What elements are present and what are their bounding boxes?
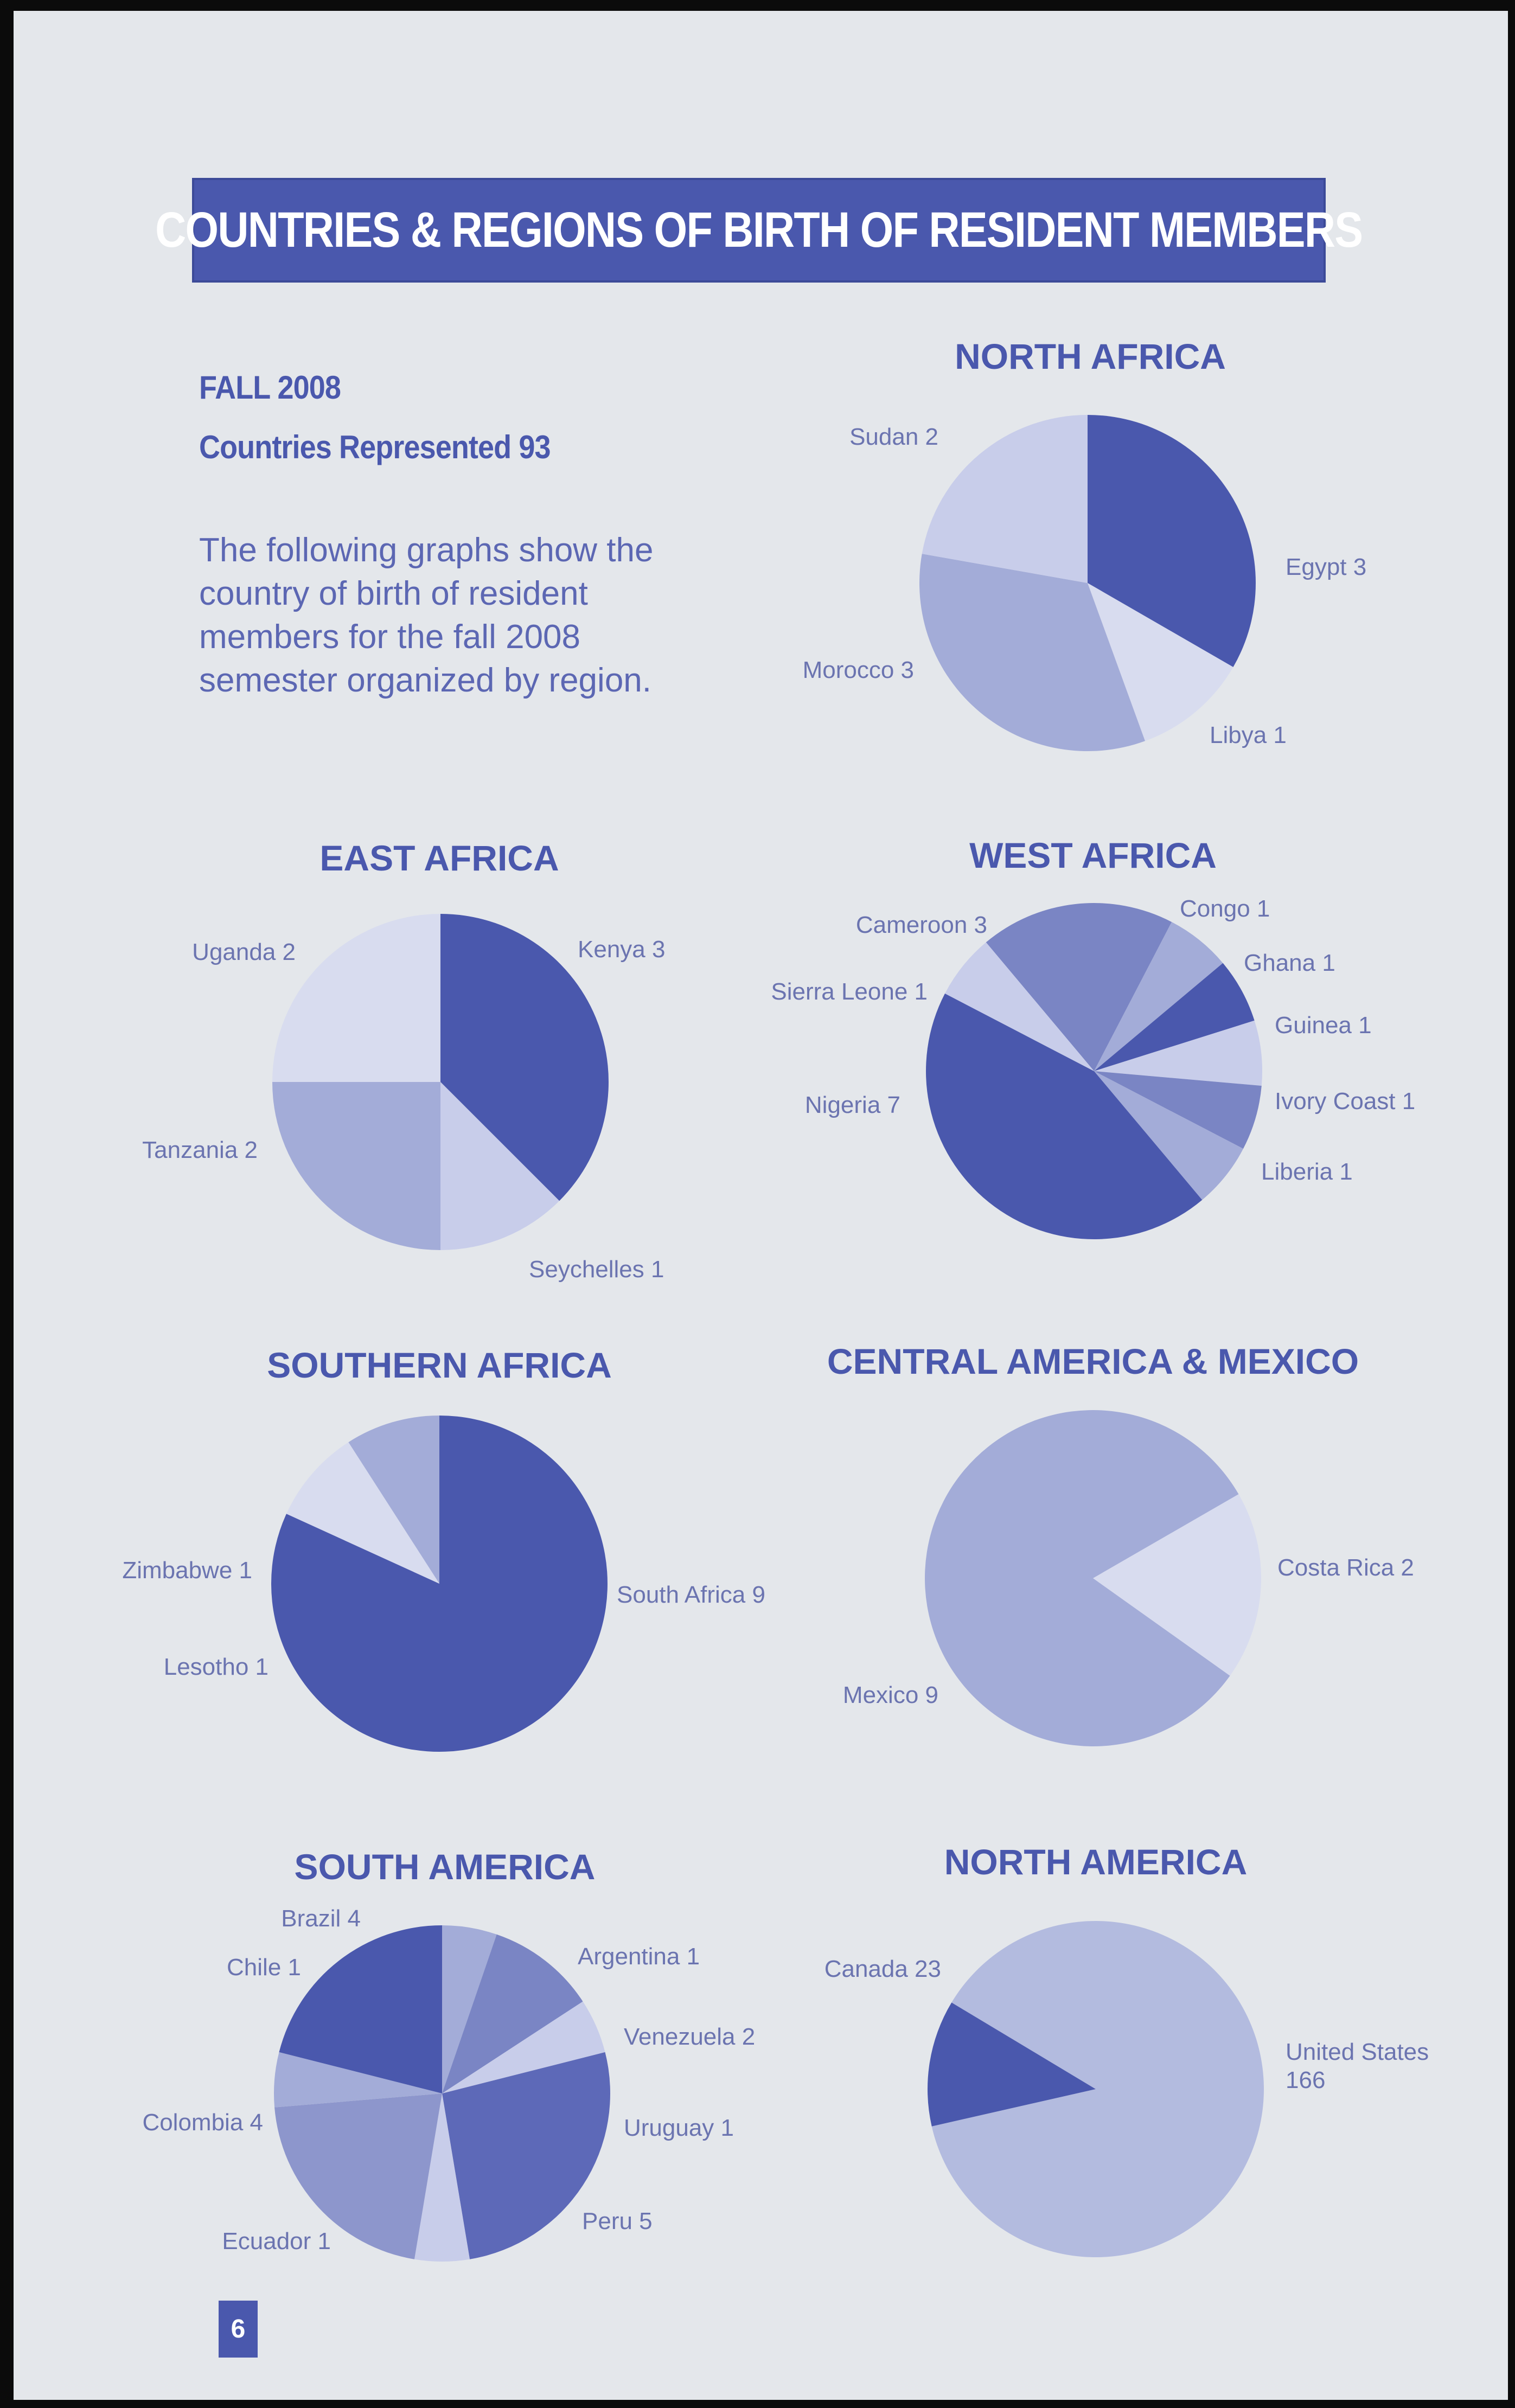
intro-line: The following graphs show the <box>199 531 654 569</box>
intro-line: semester organized by region. <box>199 662 652 699</box>
slice-label-tanzania: Tanzania 2 <box>142 1137 258 1163</box>
slice-label-nigeria: Nigeria 7 <box>804 1092 900 1118</box>
slice-label-sierra-leone: Sierra Leone 1 <box>771 978 928 1005</box>
slice-label-congo: Congo 1 <box>1180 895 1270 922</box>
intro-line: members for the fall 2008 <box>199 618 581 656</box>
pie-charts <box>14 11 1508 2400</box>
slice-label-egypt: Egypt 3 <box>1286 554 1367 580</box>
slice-label-lesotho: Lesotho 1 <box>163 1654 269 1680</box>
slice-label-argentina: Argentina 1 <box>578 1943 700 1970</box>
slice-label-cameroon: Cameroon 3 <box>855 912 987 938</box>
term-heading: FALL 2008 <box>199 369 341 406</box>
slice-label-colombia: Colombia 4 <box>142 2109 263 2136</box>
slice-label-ghana: Ghana 1 <box>1244 950 1335 976</box>
slice-label-chile: Chile 1 <box>227 1954 301 1981</box>
slice-label-uruguay: Uruguay 1 <box>624 2115 734 2141</box>
slice-label-zimbabwe: Zimbabwe 1 <box>122 1557 252 1584</box>
slice-label-kenya: Kenya 3 <box>578 936 666 963</box>
slice-label-morocco: Morocco 3 <box>802 657 914 683</box>
chart-title: WEST AFRICA <box>969 835 1217 875</box>
pie-chart <box>771 835 1415 1239</box>
chart-title: CENTRAL AMERICA & MEXICO <box>827 1341 1359 1381</box>
chart-title: SOUTHERN AFRICA <box>267 1345 612 1385</box>
slice-label-peru: Peru 5 <box>582 2208 653 2234</box>
pie-slice-tanzania <box>272 1082 440 1250</box>
slice-label-venezuela: Venezuela 2 <box>624 2023 756 2050</box>
pie-chart <box>824 1842 1429 2257</box>
slice-label-united-states: United States 166 <box>1286 2039 1429 2093</box>
pie-slice-sudan <box>922 415 1088 583</box>
pie-chart <box>122 1345 765 1752</box>
slice-label-mexico: Mexico 9 <box>842 1682 938 1708</box>
slice-label-south-africa: South Africa 9 <box>617 1581 765 1608</box>
chart-title: NORTH AMERICA <box>944 1842 1248 1882</box>
brochure-page <box>14 11 1508 2400</box>
slice-label-ivory-coast: Ivory Coast 1 <box>1275 1088 1416 1115</box>
slice-label-liberia: Liberia 1 <box>1261 1158 1353 1185</box>
pie-chart <box>142 838 665 1283</box>
intro-line: country of birth of resident <box>199 575 588 612</box>
slice-label-brazil: Brazil 4 <box>281 1905 361 1932</box>
slice-label-guinea: Guinea 1 <box>1275 1012 1372 1039</box>
chart-title: SOUTH AMERICA <box>294 1847 596 1887</box>
chart-title: NORTH AFRICA <box>955 336 1226 376</box>
slice-label-sudan: Sudan 2 <box>849 424 938 450</box>
pie-chart <box>142 1847 755 2262</box>
slice-label-seychelles: Seychelles 1 <box>529 1256 664 1283</box>
slice-label-costa-rica: Costa Rica 2 <box>1277 1554 1414 1581</box>
pie-chart <box>827 1341 1414 1746</box>
pie-chart <box>803 336 1367 751</box>
page-number: 6 <box>219 2301 258 2358</box>
countries-represented: Countries Represented 93 <box>199 429 551 465</box>
slice-label-uganda: Uganda 2 <box>192 939 296 965</box>
pie-slice-uganda <box>272 914 440 1082</box>
slice-label-libya: Libya 1 <box>1210 722 1287 748</box>
banner-title: COUNTRIES & REGIONS OF BIRTH OF RESIDENT MEMBERS <box>155 202 1363 258</box>
chart-title: EAST AFRICA <box>319 838 559 878</box>
slice-label-ecuador: Ecuador 1 <box>222 2228 331 2255</box>
slice-label-canada: Canada 23 <box>824 1956 941 1982</box>
